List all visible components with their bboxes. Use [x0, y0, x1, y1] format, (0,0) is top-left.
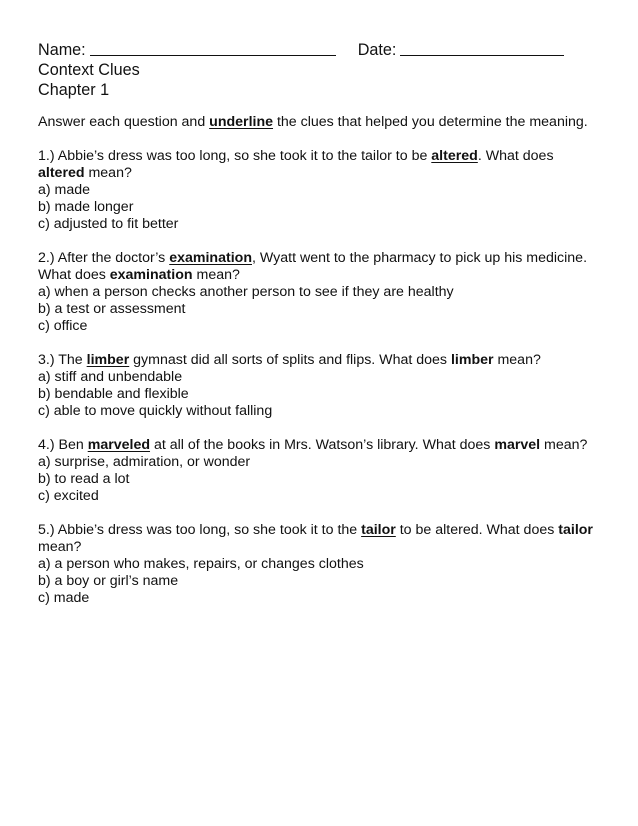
question-text: 1.) Abbie’s dress was too long, so she took it to the tailor to be altered. What does altered mean? [38, 148, 554, 181]
worksheet-title: Context Clues [38, 61, 140, 79]
question-5 [38, 522, 598, 607]
question-3 [38, 352, 598, 420]
answer-option: c) office [38, 318, 88, 334]
answer-option: a) surprise, admiration, or wonder [38, 454, 251, 470]
question-4 [38, 437, 598, 505]
answer-option: a) when a person checks another person to see if they are healthy [38, 284, 454, 300]
target-word: tailor [361, 522, 396, 538]
instructions-emphasis: underline [209, 114, 274, 130]
target-word: examination [169, 250, 252, 266]
name-date-row [38, 40, 598, 60]
question-1 [38, 148, 598, 233]
question-text: 5.) Abbie’s dress was too long, so she took it to the tailor to be altered. What does tailor mean? [38, 522, 593, 555]
instructions: Answer each question and underline the clues that helped you determine the meaning. [38, 114, 588, 130]
answer-option: c) adjusted to fit better [38, 216, 179, 232]
answer-option: b) bendable and flexible [38, 386, 189, 402]
name-blank [90, 40, 336, 56]
question-text: 3.) The limber gymnast did all sorts of splits and flips. What does limber mean? [38, 352, 541, 368]
question-2 [38, 250, 598, 335]
target-word: limber [86, 352, 130, 368]
target-word: altered [431, 148, 478, 164]
answer-option: b) a test or assessment [38, 301, 186, 317]
date-label: Date: [357, 41, 397, 59]
answer-option: c) able to move quickly without falling [38, 403, 273, 419]
question-text: 2.) After the doctor’s examination, Wyatt went to the pharmacy to pick up his medicine. What does examination mean? [38, 250, 588, 283]
answer-option: b) to read a lot [38, 471, 130, 487]
name-label: Name: [38, 41, 86, 59]
worksheet-page [38, 40, 598, 607]
answer-option: b) a boy or girl’s name [38, 573, 179, 589]
question-text: 4.) Ben marveled at all of the books in Mrs. Watson’s library. What does marvel mean? [38, 437, 588, 453]
date-blank [400, 40, 564, 56]
answer-option: c) made [38, 590, 90, 606]
answer-option: c) excited [38, 488, 99, 504]
answer-option: b) made longer [38, 199, 134, 215]
answer-option: a) a person who makes, repairs, or changes clothes [38, 556, 364, 572]
chapter-label: Chapter 1 [38, 81, 110, 99]
target-word: marveled [87, 437, 151, 453]
answer-option: a) stiff and unbendable [38, 369, 183, 385]
worksheet-header [38, 40, 598, 100]
answer-option: a) made [38, 182, 91, 198]
